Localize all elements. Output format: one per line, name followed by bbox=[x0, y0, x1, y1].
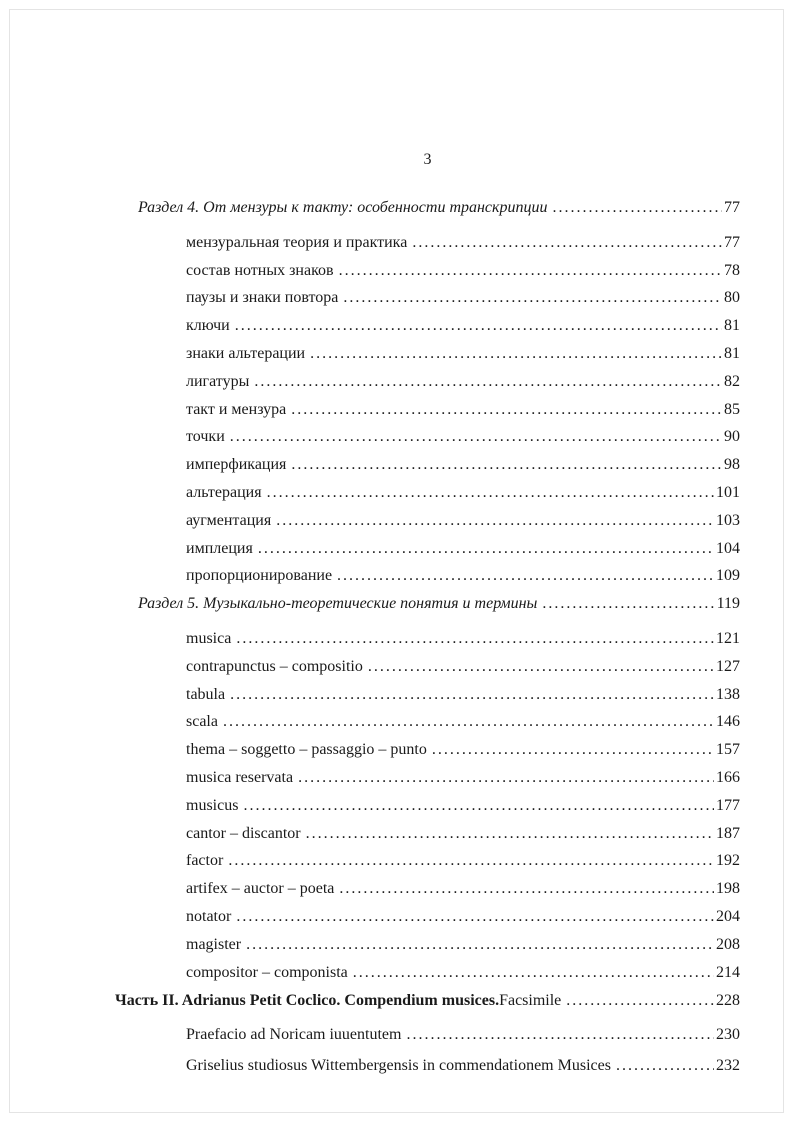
dot-leader bbox=[258, 535, 714, 563]
toc-page-ref: 177 bbox=[716, 796, 740, 814]
toc-entry-row bbox=[115, 764, 740, 792]
toc-page-ref: 157 bbox=[716, 741, 740, 759]
toc-entry-label: Часть II. Adrianus Petit Coclico. Compendium musices. bbox=[115, 992, 500, 1010]
toc-entry-label: точки bbox=[186, 428, 225, 446]
toc-entry-label: такт и мензура bbox=[186, 400, 287, 418]
toc-entry-label: thema – soggetto – passaggio – punto bbox=[186, 741, 427, 759]
toc-entry-label: паузы и знаки повтора bbox=[186, 289, 339, 307]
toc-entry-label: состав нотных знаков bbox=[186, 261, 334, 279]
dot-leader bbox=[337, 562, 714, 590]
toc-page-ref: 138 bbox=[716, 685, 740, 703]
toc-page-ref: 82 bbox=[724, 372, 740, 390]
toc-entry-row bbox=[115, 792, 740, 820]
toc-entry-label: magister bbox=[186, 935, 242, 953]
toc-entry-label: scala bbox=[186, 713, 218, 731]
dot-leader bbox=[616, 1052, 714, 1080]
toc-entry-label: tabula bbox=[186, 685, 226, 703]
toc-entry-label: notator bbox=[186, 907, 232, 925]
dot-leader bbox=[246, 931, 714, 959]
toc-entry-row bbox=[115, 653, 740, 681]
toc-page-ref: 232 bbox=[716, 1056, 740, 1074]
toc-section-row bbox=[115, 590, 740, 618]
dot-leader bbox=[566, 987, 714, 1015]
toc-entry-row bbox=[115, 312, 740, 340]
toc-entry-row bbox=[115, 535, 740, 563]
toc-page-ref: 103 bbox=[716, 511, 740, 529]
dot-leader bbox=[306, 820, 714, 848]
toc-entry-label: artifex – auctor – poeta bbox=[186, 880, 335, 898]
toc-page-ref: 109 bbox=[716, 567, 740, 585]
toc-entry-label: Griselius studiosus Wittembergensis in commendationem Musices bbox=[186, 1056, 611, 1074]
toc-page-ref: 78 bbox=[724, 261, 740, 279]
toc-page-ref: 85 bbox=[724, 400, 740, 418]
dot-leader bbox=[236, 625, 714, 653]
dot-leader bbox=[542, 590, 714, 618]
toc-page-ref: 127 bbox=[716, 657, 740, 675]
toc-entry-label: лигатуры bbox=[186, 372, 250, 390]
toc-entry-row bbox=[115, 931, 740, 959]
dot-leader bbox=[343, 284, 722, 312]
toc-entry-row bbox=[115, 423, 740, 451]
toc-entry-row bbox=[115, 847, 740, 875]
toc-entry-label: альтерация bbox=[186, 483, 262, 501]
toc-entry-label: аугментация bbox=[186, 511, 272, 529]
toc-entry-row bbox=[115, 625, 740, 653]
toc-page-ref: 198 bbox=[716, 880, 740, 898]
toc-entry-label: musica bbox=[186, 629, 232, 647]
toc-entry-row bbox=[115, 507, 740, 535]
toc-entry-label: musicus bbox=[186, 796, 239, 814]
dot-leader bbox=[291, 451, 722, 479]
dot-leader bbox=[228, 847, 714, 875]
toc-entry-label: имперфикация bbox=[186, 456, 287, 474]
toc-entry-label: ключи bbox=[186, 317, 230, 335]
dot-leader bbox=[406, 1021, 714, 1049]
dot-leader bbox=[254, 368, 722, 396]
toc-entry-row bbox=[115, 736, 740, 764]
toc-entry-label: имплеция bbox=[186, 539, 253, 557]
toc-part-row bbox=[115, 987, 740, 1015]
dot-leader bbox=[276, 507, 714, 535]
dot-leader bbox=[235, 312, 722, 340]
toc-entry-label: compositor – componista bbox=[186, 963, 348, 981]
toc-entry-label: Раздел 5. Музыкально-теоретические понятия и термины bbox=[138, 595, 538, 613]
toc-page-ref: 80 bbox=[724, 289, 740, 307]
toc-entry-row bbox=[115, 875, 740, 903]
dot-leader bbox=[368, 653, 714, 681]
dot-leader bbox=[553, 194, 722, 222]
toc-entry-row bbox=[115, 368, 740, 396]
toc-page-ref: 214 bbox=[716, 963, 740, 981]
dot-leader bbox=[291, 396, 722, 424]
toc-entry-row bbox=[115, 1021, 740, 1049]
toc-entry-row bbox=[115, 1052, 740, 1080]
toc-page-ref: 81 bbox=[724, 317, 740, 335]
dot-leader bbox=[230, 423, 722, 451]
toc-entry-label: factor bbox=[186, 852, 224, 870]
toc-entry-row bbox=[115, 396, 740, 424]
toc-page-ref: 77 bbox=[724, 233, 740, 251]
toc-entry-label: знаки альтерации bbox=[186, 344, 306, 362]
dot-leader bbox=[353, 959, 714, 987]
toc-page-ref: 119 bbox=[716, 595, 740, 613]
toc-entry-row bbox=[115, 340, 740, 368]
toc-entry-row bbox=[115, 959, 740, 987]
toc-entry-label: мензуральная теория и практика bbox=[186, 233, 408, 251]
toc-page-ref: 121 bbox=[716, 629, 740, 647]
toc-entry-label: Раздел 4. От мензуры к такту: особенности транскрипции bbox=[138, 199, 548, 216]
toc-page-ref: 98 bbox=[724, 456, 740, 474]
dot-leader bbox=[412, 229, 722, 257]
toc-page-ref: 208 bbox=[716, 935, 740, 953]
dot-leader bbox=[339, 875, 714, 903]
toc-section-row bbox=[115, 194, 740, 222]
dot-leader bbox=[298, 764, 714, 792]
toc-entry-label: musica reservata bbox=[186, 768, 294, 786]
table-of-contents bbox=[115, 194, 740, 1080]
toc-page-ref: 228 bbox=[716, 992, 740, 1010]
toc-entry-label: пропорционирование bbox=[186, 567, 333, 585]
dot-leader bbox=[236, 903, 714, 931]
toc-page-ref: 146 bbox=[716, 713, 740, 731]
toc-page-ref: 204 bbox=[716, 907, 740, 925]
toc-entry-row bbox=[115, 284, 740, 312]
toc-entry-label: cantor – discantor bbox=[186, 824, 301, 842]
toc-page-ref: 187 bbox=[716, 824, 740, 842]
dot-leader bbox=[243, 792, 714, 820]
dot-leader bbox=[310, 340, 722, 368]
toc-entry-row bbox=[115, 479, 740, 507]
dot-leader bbox=[267, 479, 714, 507]
toc-entry-row bbox=[115, 681, 740, 709]
toc-entry-label-suffix: Facsimile bbox=[499, 992, 562, 1010]
toc-entry-row bbox=[115, 562, 740, 590]
toc-entry-row bbox=[115, 257, 740, 285]
dot-leader bbox=[230, 681, 714, 709]
toc-page-ref: 90 bbox=[724, 428, 740, 446]
toc-entry-row bbox=[115, 820, 740, 848]
page-number: 3 bbox=[423, 151, 432, 168]
toc-entry-row bbox=[115, 708, 740, 736]
toc-entry-row bbox=[115, 903, 740, 931]
toc-page-ref: 166 bbox=[716, 768, 740, 786]
dot-leader bbox=[432, 736, 714, 764]
toc-page-ref: 81 bbox=[724, 344, 740, 362]
toc-entry-label: contrapunctus – compositio bbox=[186, 657, 363, 675]
toc-entry-row bbox=[115, 229, 740, 257]
toc-page-ref: 104 bbox=[716, 539, 740, 557]
dot-leader bbox=[339, 257, 722, 285]
toc-page-ref: 230 bbox=[716, 1026, 740, 1044]
dot-leader bbox=[223, 708, 714, 736]
toc-page-ref: 192 bbox=[716, 852, 740, 870]
toc-page-ref: 101 bbox=[716, 483, 740, 501]
toc-entry-label: Praefacio ad Noricam iuuentutem bbox=[186, 1026, 402, 1044]
toc-page-ref: 77 bbox=[724, 199, 740, 216]
toc-entry-row bbox=[115, 451, 740, 479]
